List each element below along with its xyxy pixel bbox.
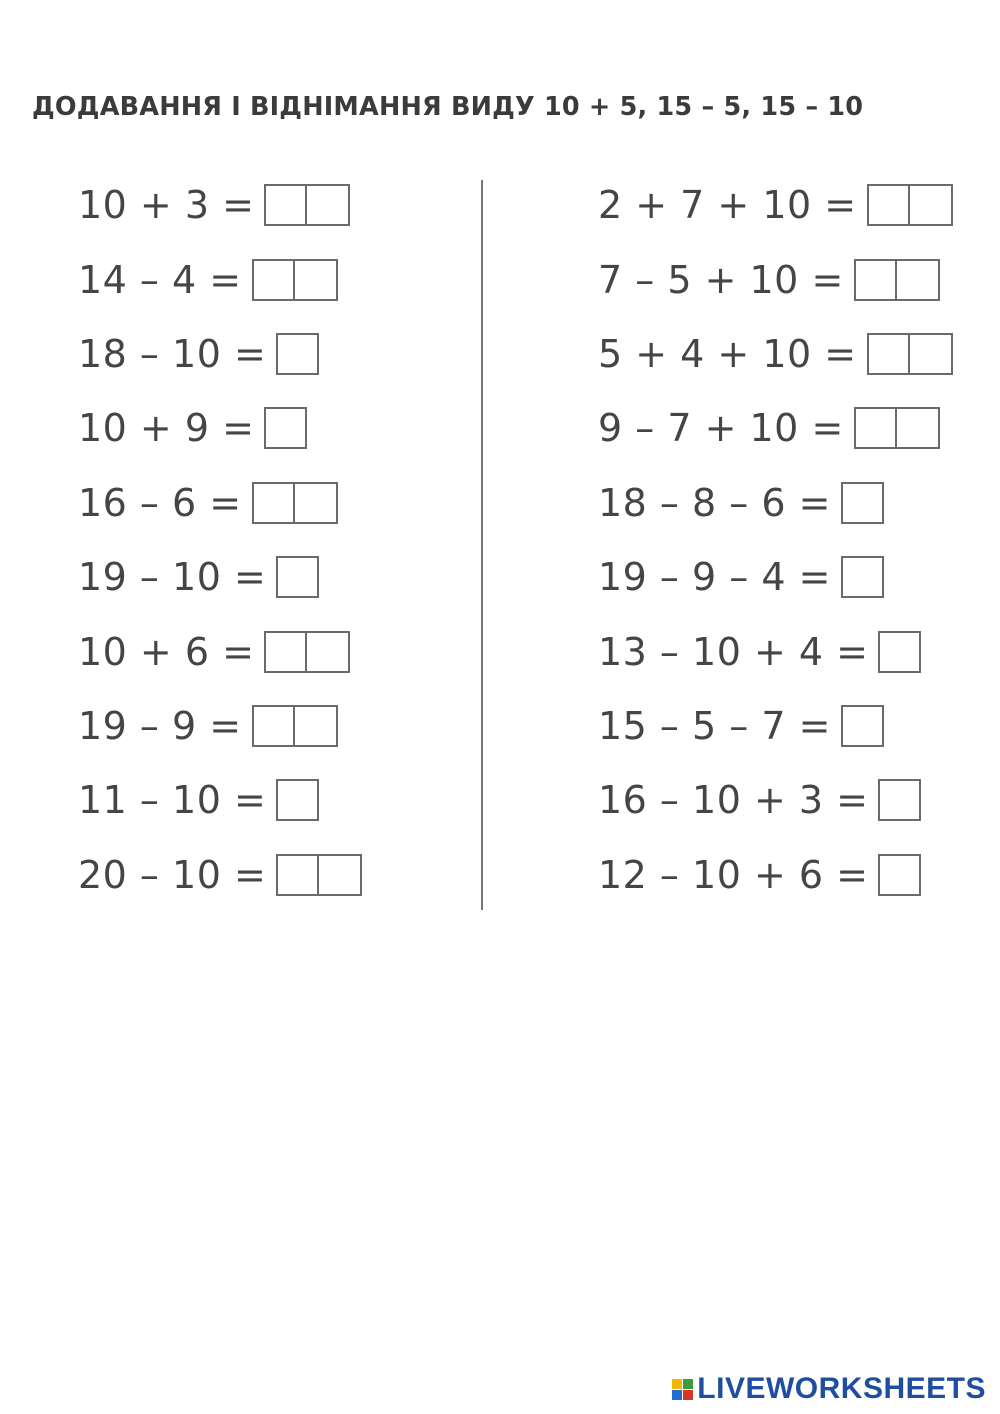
problem-expression: 15 – 5 – 7 = (598, 703, 831, 748)
answer-digit-cell[interactable] (867, 184, 910, 226)
problem-expression: 19 – 10 = (78, 555, 267, 600)
problem-expression: 2 + 7 + 10 = (598, 183, 857, 228)
problem-expression: 18 – 8 – 6 = (598, 480, 831, 525)
problem-row (598, 540, 953, 614)
problem-expression: 10 + 3 = (78, 183, 255, 228)
answer-digit-cell[interactable] (252, 482, 295, 524)
problem-row (78, 168, 362, 242)
answer-digit-cell[interactable] (878, 631, 921, 673)
answer-box (264, 184, 350, 226)
problem-row (598, 317, 953, 391)
problem-row (598, 838, 953, 912)
problem-row (598, 466, 953, 540)
problem-expression: 19 – 9 = (78, 703, 242, 748)
answer-digit-cell[interactable] (252, 259, 295, 301)
answer-box (841, 705, 884, 747)
problem-expression: 9 – 7 + 10 = (598, 406, 844, 451)
problem-row (78, 242, 362, 316)
answer-box (276, 854, 362, 896)
problem-row (598, 242, 953, 316)
problem-row (78, 763, 362, 837)
answer-digit-cell[interactable] (867, 333, 910, 375)
answer-digit-cell[interactable] (264, 184, 307, 226)
answer-digit-cell[interactable] (295, 705, 338, 747)
left-problem-column (78, 168, 362, 912)
answer-digit-cell[interactable] (878, 779, 921, 821)
problem-expression: 13 – 10 + 4 = (598, 629, 869, 674)
answer-box (854, 259, 940, 301)
problem-row (78, 838, 362, 912)
problem-expression: 12 – 10 + 6 = (598, 852, 869, 897)
answer-digit-cell[interactable] (264, 407, 307, 449)
problem-row (78, 689, 362, 763)
problem-row (598, 763, 953, 837)
problem-expression: 10 + 9 = (78, 406, 255, 451)
answer-digit-cell[interactable] (307, 631, 350, 673)
answer-box (841, 482, 884, 524)
answer-digit-cell[interactable] (841, 482, 884, 524)
problem-row (78, 540, 362, 614)
answer-digit-cell[interactable] (264, 631, 307, 673)
answer-digit-cell[interactable] (252, 705, 295, 747)
problem-expression: 20 – 10 = (78, 852, 267, 897)
problem-row (598, 168, 953, 242)
answer-box (264, 631, 350, 673)
answer-digit-cell[interactable] (897, 407, 940, 449)
problem-expression: 18 – 10 = (78, 331, 267, 376)
answer-box (878, 631, 921, 673)
answer-box (276, 556, 319, 598)
answer-box (252, 705, 338, 747)
answer-digit-cell[interactable] (910, 184, 953, 226)
problem-expression: 16 – 10 + 3 = (598, 778, 869, 823)
problem-row (78, 466, 362, 540)
answer-box (878, 779, 921, 821)
answer-digit-cell[interactable] (910, 333, 953, 375)
answer-box (252, 482, 338, 524)
problem-row (598, 689, 953, 763)
answer-digit-cell[interactable] (276, 854, 319, 896)
answer-box (276, 333, 319, 375)
answer-box (867, 333, 953, 375)
problem-expression: 19 – 9 – 4 = (598, 555, 831, 600)
answer-box (841, 556, 884, 598)
problem-expression: 14 – 4 = (78, 257, 242, 302)
answer-digit-cell[interactable] (854, 259, 897, 301)
answer-box (252, 259, 338, 301)
answer-digit-cell[interactable] (295, 482, 338, 524)
answer-box (854, 407, 940, 449)
column-divider (481, 180, 483, 910)
answer-digit-cell[interactable] (854, 407, 897, 449)
answer-digit-cell[interactable] (878, 854, 921, 896)
problem-expression: 7 – 5 + 10 = (598, 257, 844, 302)
answer-digit-cell[interactable] (276, 333, 319, 375)
brand-name: LIVEWORKSHEETS (697, 1372, 986, 1405)
problem-expression: 10 + 6 = (78, 629, 255, 674)
answer-digit-cell[interactable] (307, 184, 350, 226)
answer-box (867, 184, 953, 226)
problem-expression: 5 + 4 + 10 = (598, 331, 857, 376)
answer-digit-cell[interactable] (319, 854, 362, 896)
answer-box (276, 779, 319, 821)
problem-row (598, 391, 953, 465)
answer-digit-cell[interactable] (897, 259, 940, 301)
liveworksheets-logo-icon (672, 1379, 693, 1400)
problem-row (78, 614, 362, 688)
problem-expression: 16 – 6 = (78, 480, 242, 525)
problem-row (78, 317, 362, 391)
answer-digit-cell[interactable] (276, 556, 319, 598)
answer-box (264, 407, 307, 449)
answer-digit-cell[interactable] (841, 705, 884, 747)
problem-row (78, 391, 362, 465)
answer-digit-cell[interactable] (841, 556, 884, 598)
worksheet-title: ДОДАВАННЯ І ВІДНІМАННЯ ВИДУ 10 + 5, 15 – 5, 15 – 10 (32, 92, 864, 122)
liveworksheets-brand (672, 1372, 986, 1406)
right-problem-column (598, 168, 953, 912)
answer-digit-cell[interactable] (276, 779, 319, 821)
answer-digit-cell[interactable] (295, 259, 338, 301)
problem-expression: 11 – 10 = (78, 778, 267, 823)
answer-box (878, 854, 921, 896)
problem-row (598, 614, 953, 688)
